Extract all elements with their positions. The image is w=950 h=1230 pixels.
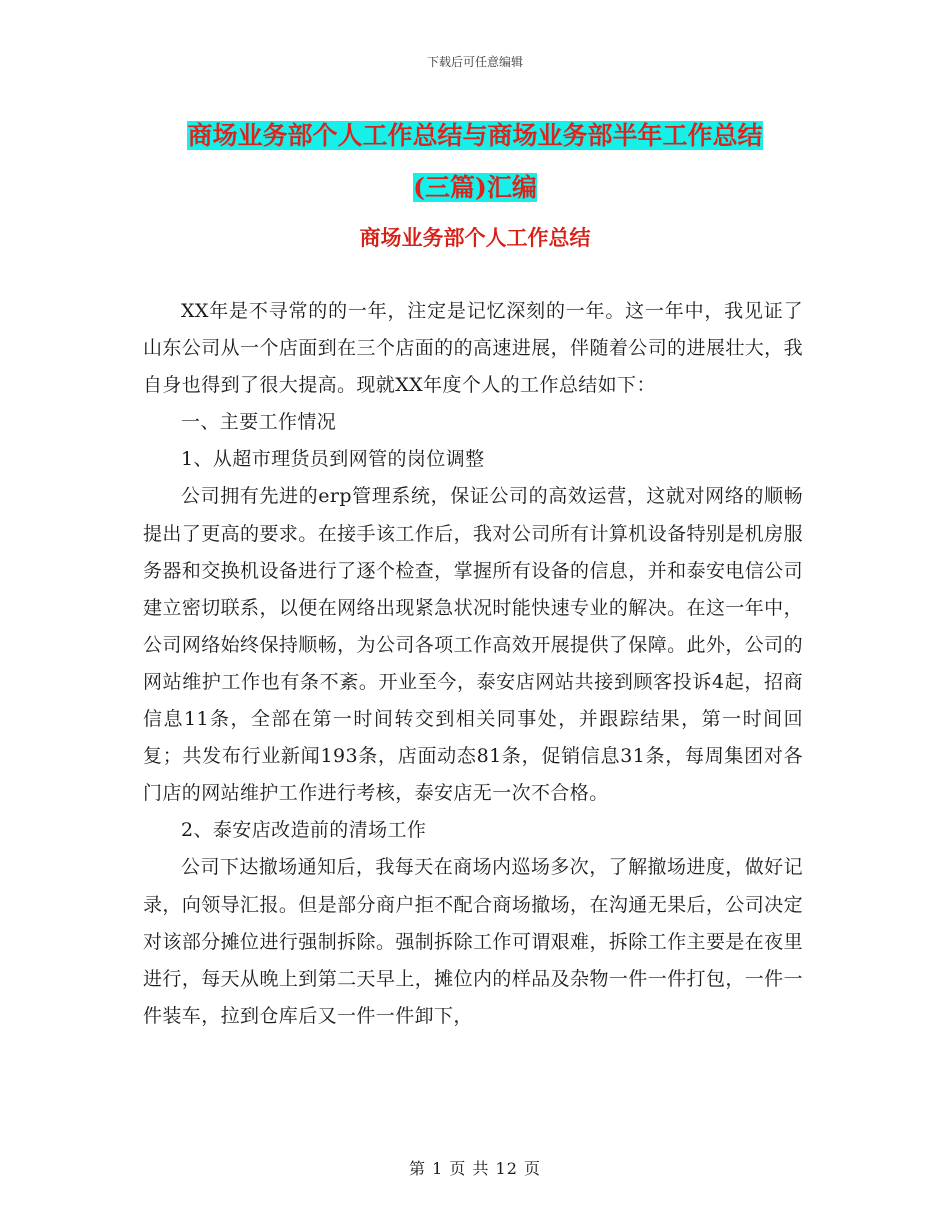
- document-title-line1: 商场业务部个人工作总结与商场业务部半年工作总结: [187, 121, 763, 150]
- document-body: [143, 293, 803, 1035]
- paragraph: 公司拥有先进的erp管理系统，保证公司的高效运营，这就对网络的顺畅提出了更高的要求。在接手该工作后，我对公司所有计算机设备特别是机房服务器和交换机设备进行了逐个检查，掌握所有设备的信息，并和泰安电信公司建立密切联系，以便在网络出现紧急状况时能快速专业的解决。在这一年中，公司网络始终保持顺畅，为公司各项工作高效开展提供了保障。此外，公司的网站维护工作也有条不紊。开业至今，泰安店网站共接到顾客投诉4起，招商信息11条，全部在第一时间转交到相关同事处，并跟踪结果，第一时间回复；共发布行业新闻193条，店面动态81条，促销信息31条，每周集团对各门店的网站维护工作进行考核，泰安店无一次不合格。: [143, 485, 803, 805]
- document-title-line2: (三篇)汇编: [413, 173, 537, 202]
- paragraph: XX年是不寻常的的一年，注定是记忆深刻的一年。这一年中，我见证了山东公司从一个店面到在三个店面的的高速进展，伴随着公司的进展壮大，我自身也得到了很大提高。现就XX年度个人的工作总结如下：: [143, 300, 803, 397]
- page-footer: 第 1 页 共 12 页: [409, 1159, 541, 1178]
- document-title: [140, 110, 810, 214]
- paragraph: 2、泰安店改造前的清场工作: [181, 819, 427, 842]
- paragraph: 公司下达撤场通知后，我每天在商场内巡场多次，了解撤场进度，做好记录，向领导汇报。但是部分商户拒不配合商场撤场，在沟通无果后，公司决定对该部分摊位进行强制拆除。强制拆除工作可谓艰难，拆除工作主要是在夜里进行，每天从晚上到第二天早上，摊位内的样品及杂物一件一件打包，一件一件装车，拉到仓库后又一件一件卸下，: [143, 856, 803, 1027]
- section-title: 商场业务部个人工作总结: [359, 225, 591, 250]
- paragraph: 1、从超市理货员到网管的岗位调整: [181, 448, 485, 471]
- paragraph: 一、主要工作情况: [181, 411, 337, 434]
- header-note: 下载后可任意编辑: [426, 55, 523, 69]
